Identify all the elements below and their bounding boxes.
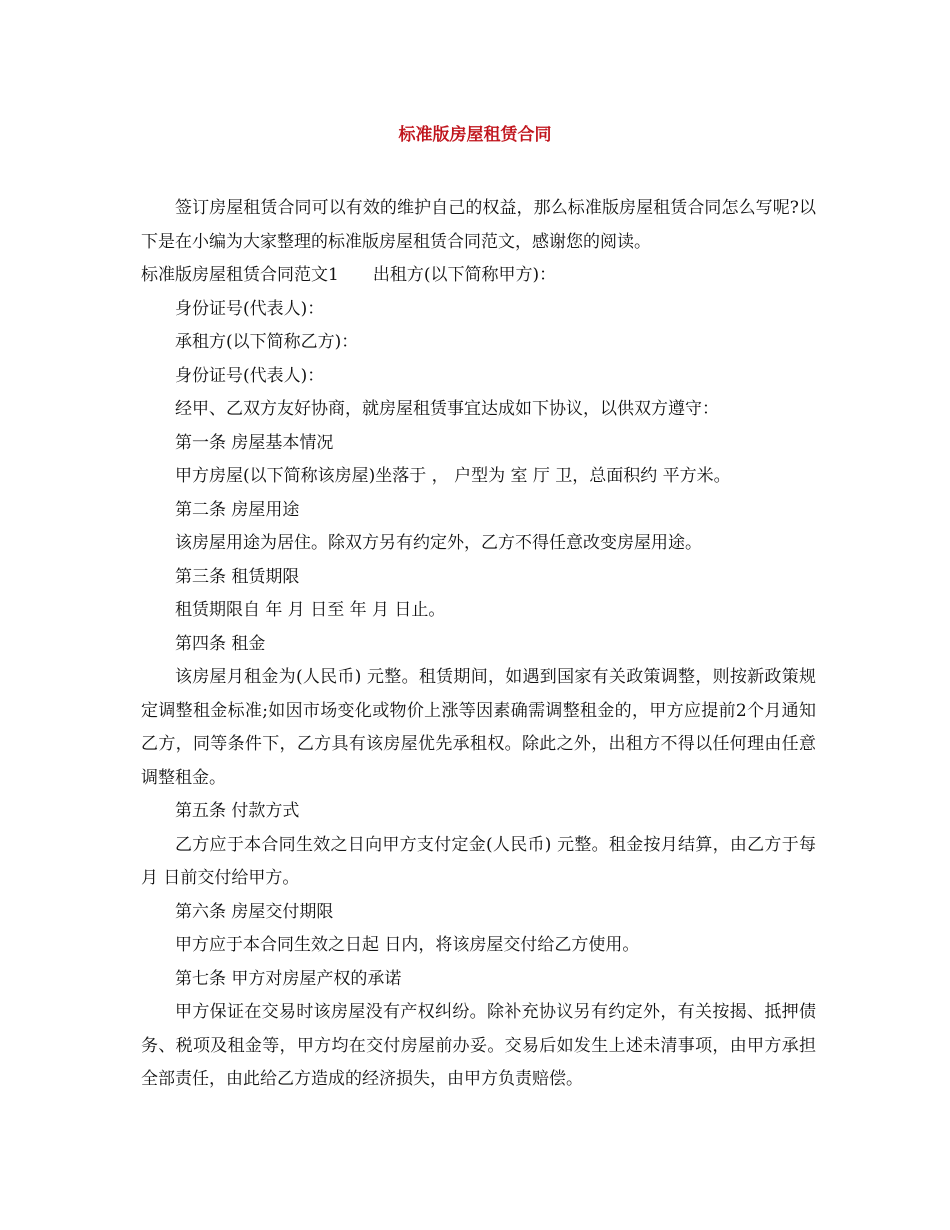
article-4-heading: 第四条 租金 <box>175 633 266 654</box>
document-title: 标准版房屋租赁合同 <box>398 125 552 145</box>
article-3-text: 租赁期限自 年 月 日至 年 月 日止。 <box>175 600 446 620</box>
article-4-text: 该房屋月租金为(人民币) 元整。租赁期间，如遇到国家有关政策调整，则按新政策规定调整租金标准;如因市场变化或物价上涨等因素确需调整租金的，甲方应提前2个月通知乙方，同等条件下，乙方具有该房屋优先承租权。除此之外，出租方不得以任何理由任意调整租金。 <box>141 667 816 788</box>
intro-paragraph: 签订房屋租赁合同可以有效的维护自己的权益，那么标准版房屋租赁合同怎么写呢?以下是在小编为大家整理的标准版房屋租赁合同范文，感谢您的阅读。 <box>141 198 816 252</box>
article-6-text: 甲方应于本合同生效之日起 日内，将该房屋交付给乙方使用。 <box>175 935 640 955</box>
article-5-text: 乙方应于本合同生效之日向甲方支付定金(人民币) 元整。租金按月结算，由乙方于每月 日前交付给甲方。 <box>141 834 816 888</box>
sample-heading-line: 标准版房屋租赁合同范文1 出租方(以下简称甲方)： <box>141 265 557 285</box>
article-2-text: 该房屋用途为居住。除双方另有约定外，乙方不得任意改变房屋用途。 <box>175 533 702 553</box>
agreement-preamble: 经甲、乙双方友好协商，就房屋租赁事宜达成如下协议，以供双方遵守： <box>175 399 719 419</box>
article-5-heading: 第五条 付款方式 <box>175 801 300 821</box>
lessor-id-line: 身份证号(代表人)： <box>175 298 325 319</box>
article-7-text: 甲方保证在交易时该房屋没有产权纠纷。除补充协议另有约定外，有关按揭、抵押债务、税项及租金等，甲方均在交付房屋前办妥。交易后如发生上述未清事项，由甲方承担全部责任，由此给乙方造成的经济损失，由甲方负责赔偿。 <box>141 1002 816 1089</box>
article-7-heading: 第七条 甲方对房屋产权的承诺 <box>175 968 402 989</box>
article-1-heading: 第一条 房屋基本情况 <box>175 432 334 453</box>
lessee-id-line: 身份证号(代表人)： <box>175 365 325 386</box>
article-1-text: 甲方房屋(以下简称该房屋)坐落于 ， 户型为 室 厅 卫，总面积约 平方米。 <box>175 466 731 486</box>
article-2-heading: 第二条 房屋用途 <box>175 499 300 520</box>
article-3-heading: 第三条 租赁期限 <box>175 566 300 587</box>
document-body <box>141 192 816 1097</box>
article-6-heading: 第六条 房屋交付期限 <box>175 901 334 922</box>
lessee-line: 承租方(以下简称乙方)： <box>175 332 359 352</box>
